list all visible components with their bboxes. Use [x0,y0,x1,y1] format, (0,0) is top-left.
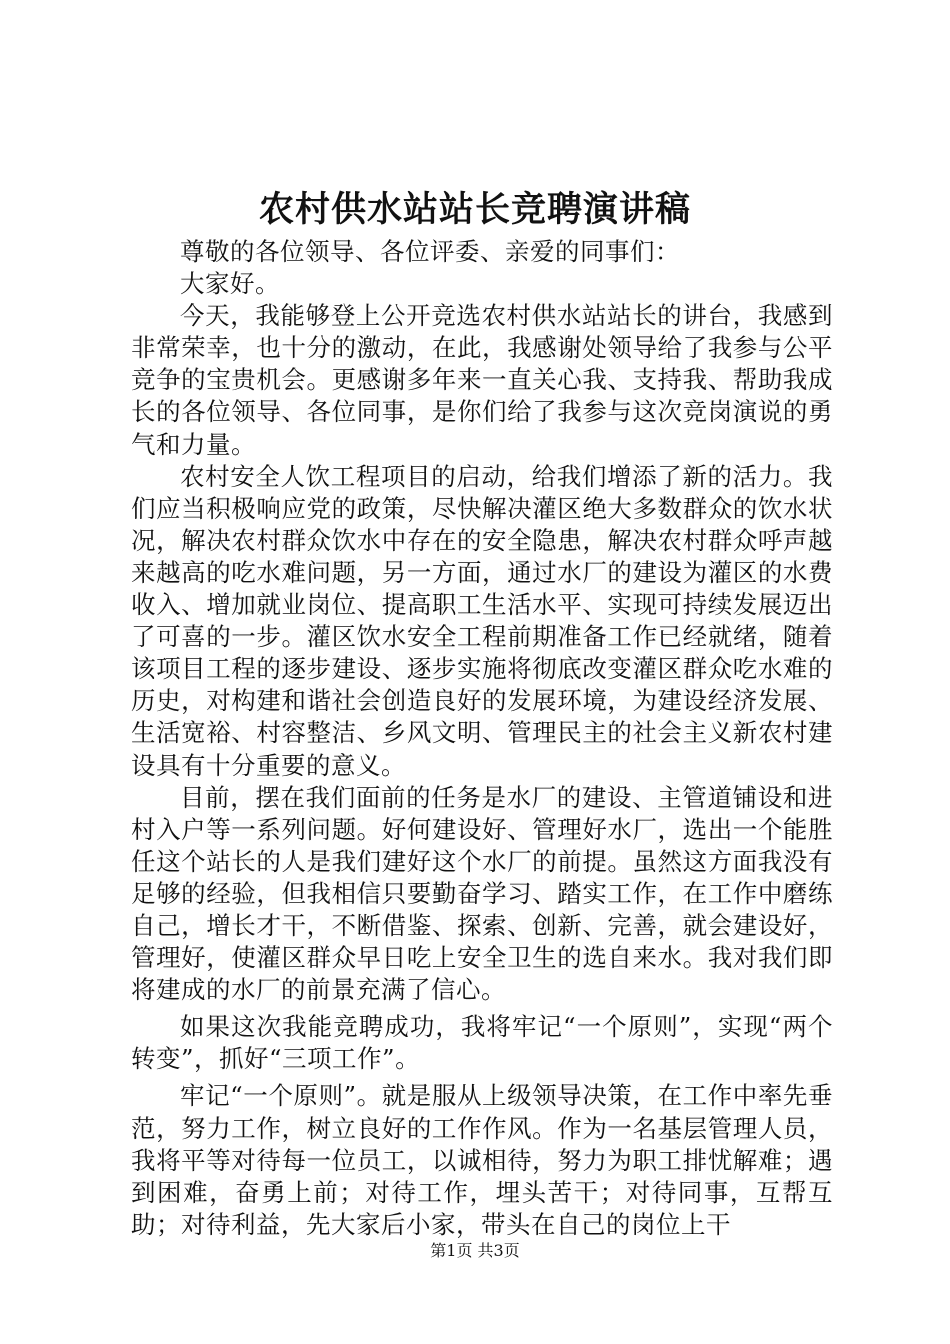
salutation-paragraph: 尊敬的各位领导、各位评委、亲爱的同事们： [180,237,680,266]
body-paragraph: 目前，摆在我们面前的任务是水厂的建设、主管道铺设和进村入户等一系列问题。好何建设好、管理好水厂，选出一个能胜任这个站长的人是我们建好这个水厂的前提。虽然这方面我没有足够的经验，但我相信只要勤奋学习、踏实工作，在工作中磨练自己，增长才干，不断借鉴、探索、创新、完善，就会建设好，管理好，使灌区群众早日吃上安全卫生的选自来水。我对我们即将建成的水厂的前景充满了信心。 [131,782,833,1005]
body-paragraph: 如果这次我能竞聘成功，我将牢记“一个原则”，实现“两个转变”，抓好“三项工作”。 [131,1012,833,1074]
body-paragraph: 农村安全人饮工程项目的启动，给我们增添了新的活力。我们应当积极响应党的政策，尽快解决灌区绝大多数群众的饮水状况，解决农村群众饮水中存在的安全隐患，解决农村群众呼声越来越高的吃水难问题，另一方面，通过水厂的建设为灌区的水费收入、增加就业岗位、提高职工生活水平、实现可持续发展迈出了可喜的一步。灌区饮水安全工程前期准备工作已经就绪，随着该项目工程的逐步建设、逐步实施将彻底改变灌区群众吃水难的历史，对构建和谐社会创造良好的发展环境，为建设经济发展、生活宽裕、村容整洁、乡风文明、管理民主的社会主义新农村建设具有十分重要的意义。 [131,461,833,780]
body-paragraph: 今天，我能够登上公开竞选农村供水站站长的讲台，我感到非常荣幸，也十分的激动，在此，我感谢处领导给了我参与公平竞争的宝贵机会。更感谢多年来一直关心我、支持我、帮助我成长的各位领导、各位同事，是你们给了我参与这次竞岗演说的勇气和力量。 [131,301,833,459]
body-paragraph: 牢记“一个原则”。就是服从上级领导决策，在工作中率先垂范，努力工作，树立良好的工作作风。作为一名基层管理人员，我将平等对待每一位员工，以诚相待，努力为职工排忧解难；遇到困难，奋勇上前；对待工作，埋头苦干；对待同事，互帮互助；对待利益，先大家后小家，带头在自己的岗位上干 [131,1081,833,1239]
document-title: 农村供水站站长竞聘演讲稿 [258,189,691,230]
page-number-footer: 第1页 共3页 [430,1241,520,1260]
document-body [131,236,833,1241]
greeting-paragraph: 大家好。 [180,269,280,299]
